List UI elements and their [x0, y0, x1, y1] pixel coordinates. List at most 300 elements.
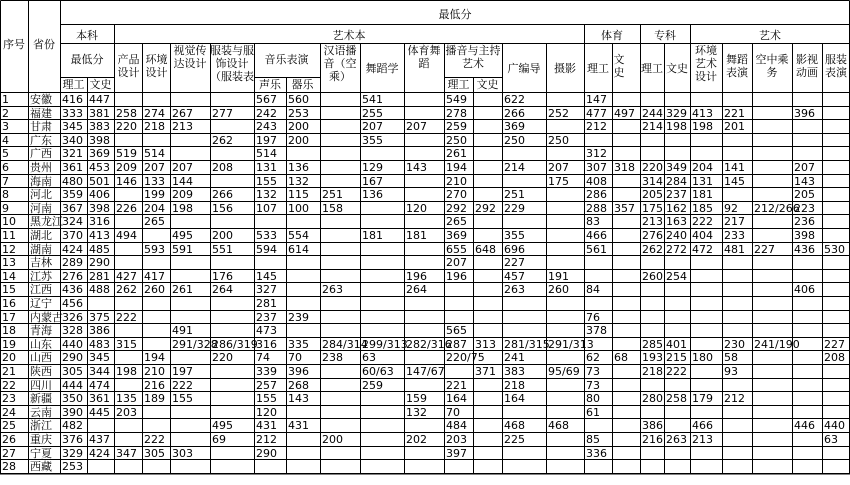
header-yshd: 影视动画: [796, 53, 818, 79]
score-cell: 209: [172, 188, 193, 202]
score-cell: 417: [144, 269, 165, 283]
score-cell: 189: [144, 392, 165, 406]
score-cell: 200: [322, 433, 343, 446]
score-cell: 286/319: [212, 337, 258, 351]
row-province: 内蒙古: [30, 310, 63, 324]
score-cell: 567: [256, 93, 277, 106]
score-cell: 495: [172, 229, 193, 242]
score-cell: 551: [212, 242, 233, 256]
header-yishuben: 艺术本: [332, 29, 366, 42]
score-cell: 361: [62, 161, 83, 174]
row-seq: 28: [2, 460, 16, 474]
score-cell: 655: [446, 242, 467, 256]
score-cell: 344: [89, 365, 110, 378]
score-cell: 431: [256, 419, 277, 433]
score-cell: 132: [288, 174, 309, 188]
score-cell: 357: [614, 201, 635, 215]
score-cell: 281/315: [504, 337, 550, 351]
score-cell: 282/316: [406, 337, 452, 351]
row-seq: 27: [2, 446, 16, 460]
score-cell: 483: [89, 337, 110, 351]
score-cell: 260: [642, 269, 663, 283]
score-cell: 218: [642, 365, 663, 378]
header-fuzhuang: 服装与服饰设计（服装表: [210, 44, 254, 83]
score-cell: 345: [89, 351, 110, 365]
score-cell: 285: [642, 337, 663, 351]
score-cell: 181: [692, 188, 713, 202]
score-cell: 259: [446, 120, 467, 134]
score-cell: 288: [586, 201, 607, 215]
header-boyin: 播音与主持艺术: [445, 44, 501, 70]
score-cell: 147/67: [406, 365, 445, 378]
header-ligong: 理工: [62, 78, 85, 91]
score-cell: 292: [475, 201, 496, 215]
score-cell: 396: [794, 106, 815, 120]
row-seq: 13: [2, 256, 16, 270]
row-seq: 12: [2, 242, 16, 256]
score-cell: 447: [89, 93, 110, 106]
score-cell: 225: [504, 433, 525, 446]
score-cell: 226: [116, 201, 137, 215]
score-cell: 141: [724, 161, 745, 174]
score-cell: 76: [586, 310, 600, 324]
score-cell: 227: [824, 337, 845, 351]
score-cell: 316: [256, 337, 277, 351]
header-shengyue: 声乐: [259, 78, 281, 91]
score-cell: 181: [406, 229, 427, 242]
score-cell: 203: [446, 433, 467, 446]
score-cell: 440: [62, 337, 83, 351]
score-cell: 307: [586, 161, 607, 174]
row-province: 吉林: [30, 256, 52, 270]
score-cell: 457: [504, 269, 525, 283]
score-cell: 477: [586, 106, 607, 120]
score-cell: 369: [89, 147, 110, 161]
score-cell: 404: [692, 229, 713, 242]
row-province: 广西: [30, 147, 52, 161]
score-cell: 376: [62, 433, 83, 446]
score-cell: 413: [692, 106, 713, 120]
score-cell: 371: [475, 365, 496, 378]
score-cell: 485: [89, 242, 110, 256]
score-cell: 361: [89, 392, 110, 406]
score-cell: 292: [446, 201, 467, 215]
score-cell: 133: [144, 174, 165, 188]
score-cell: 131: [256, 161, 277, 174]
score-cell: 240: [666, 229, 687, 242]
score-cell: 220: [116, 120, 137, 134]
score-cell: 205: [642, 188, 663, 202]
score-cell: 203: [116, 405, 137, 419]
score-cell: 136: [288, 161, 309, 174]
score-cell: 244: [642, 106, 663, 120]
row-seq: 2: [2, 106, 9, 120]
header-province: 省份: [33, 38, 55, 51]
header-guangbian: 广编导: [507, 62, 541, 75]
header-by-wenshi: 文史: [476, 78, 499, 91]
score-cell: 466: [586, 229, 607, 242]
row-seq: 7: [2, 174, 9, 188]
score-cell: 480: [62, 174, 83, 188]
score-cell: 277: [212, 106, 233, 120]
score-cell: 289: [62, 256, 83, 270]
score-cell: 198: [666, 120, 687, 134]
header-wenshi2: 文史: [666, 62, 688, 75]
score-cell: 444: [62, 378, 83, 392]
score-cell: 321: [62, 147, 83, 161]
score-cell: 251: [504, 188, 525, 202]
header-shijue: 视觉传达设计: [173, 44, 207, 70]
header-by-ligong: 理工: [447, 78, 470, 91]
score-cell: 220/75: [446, 351, 485, 365]
score-cell: 416: [62, 93, 83, 106]
row-province: 山西: [30, 351, 52, 365]
score-cell: 396: [288, 365, 309, 378]
score-cell: 209: [116, 161, 137, 174]
score-cell: 220: [212, 351, 233, 365]
score-cell: 514: [144, 147, 165, 161]
row-seq: 14: [2, 269, 16, 283]
score-cell: 318: [614, 161, 635, 174]
score-cell: 340: [62, 133, 83, 147]
score-cell: 263: [504, 283, 525, 297]
header-sheying: 摄影: [554, 62, 576, 75]
score-cell: 230: [724, 337, 745, 351]
header-huanjing: 环境设计: [145, 53, 168, 79]
score-cell: 222: [692, 215, 713, 229]
score-cell: 223: [794, 201, 815, 215]
score-cell: 100: [288, 201, 309, 215]
score-cell: 83: [586, 215, 600, 229]
score-cell: 233: [724, 229, 745, 242]
score-cell: 375: [89, 310, 110, 324]
score-cell: 453: [89, 161, 110, 174]
score-cell: 214: [642, 120, 663, 134]
row-seq: 26: [2, 433, 16, 446]
score-cell: 63: [362, 351, 376, 365]
score-cell: 299/313: [362, 337, 408, 351]
row-seq: 17: [2, 310, 16, 324]
header-zhuanke: 专科: [654, 29, 676, 42]
header-tiyuwudao: 体育舞蹈: [407, 44, 441, 70]
row-province: 宁夏: [30, 446, 52, 460]
score-cell: 207: [144, 161, 165, 174]
header-fzby: 服装表演: [825, 53, 847, 79]
score-cell: 272: [666, 242, 687, 256]
score-cell: 561: [586, 242, 607, 256]
score-cell: 136: [362, 188, 383, 202]
score-cell: 386: [642, 419, 663, 433]
score-cell: 436: [62, 283, 83, 297]
header-yishu: 艺术: [759, 29, 781, 42]
score-cell: 250: [446, 133, 467, 147]
score-cell: 349: [666, 161, 687, 174]
header-tiyu: 体育: [601, 29, 623, 42]
score-cell: 327: [256, 283, 277, 297]
score-cell: 265: [446, 215, 467, 229]
score-cell: 164: [446, 392, 467, 406]
score-cell: 267: [172, 106, 193, 120]
row-province: 西藏: [30, 460, 52, 474]
score-cell: 436: [794, 242, 815, 256]
score-cell: 291/328: [172, 337, 218, 351]
score-cell: 68: [614, 351, 628, 365]
score-cell: 207: [446, 256, 467, 270]
score-cell: 155: [172, 392, 193, 406]
score-cell: 163: [666, 215, 687, 229]
row-seq: 20: [2, 351, 16, 365]
score-cell: 155: [256, 174, 277, 188]
score-cell: 258: [116, 106, 137, 120]
score-cell: 347: [116, 446, 137, 460]
row-province: 陕西: [30, 365, 52, 378]
score-cell: 614: [288, 242, 309, 256]
score-cell: 167: [362, 174, 383, 188]
header-qiyue: 器乐: [291, 78, 314, 91]
score-cell: 355: [362, 133, 383, 147]
score-cell: 197: [256, 133, 277, 147]
score-cell: 370: [62, 229, 83, 242]
score-cell: 213: [642, 215, 663, 229]
score-cell: 398: [794, 229, 815, 242]
score-cell: 208: [212, 161, 233, 174]
score-cell: 284: [666, 174, 687, 188]
row-seq: 16: [2, 297, 16, 310]
row-seq: 4: [2, 133, 9, 147]
row-seq: 23: [2, 392, 16, 406]
score-cell: 120: [406, 201, 427, 215]
score-cell: 200: [288, 133, 309, 147]
score-cell: 227: [504, 256, 525, 270]
row-province: 江西: [30, 283, 52, 297]
score-cell: 155: [256, 392, 277, 406]
score-cell: 648: [475, 242, 496, 256]
score-cell: 369: [504, 120, 525, 134]
row-seq: 22: [2, 378, 16, 392]
score-cell: 313: [475, 337, 496, 351]
score-cell: 328: [62, 324, 83, 338]
score-cell: 466: [692, 419, 713, 433]
score-cell: 281: [256, 297, 277, 310]
score-cell: 198: [172, 201, 193, 215]
score-cell: 276: [62, 269, 83, 283]
score-cell: 132: [406, 405, 427, 419]
score-cell: 61: [586, 405, 600, 419]
header-wenshi1: 文史: [613, 53, 625, 79]
score-cell: 468: [548, 419, 569, 433]
score-cell: 591: [172, 242, 193, 256]
score-cell: 333: [62, 106, 83, 120]
score-cell: 164: [504, 392, 525, 406]
score-cell: 237: [256, 310, 277, 324]
header-ligong1: 理工: [587, 62, 609, 75]
score-cell: 303: [172, 446, 193, 460]
score-cell: 143: [288, 392, 309, 406]
score-cell: 257: [256, 378, 277, 392]
row-province: 湖南: [30, 242, 52, 256]
score-cell: 484: [446, 419, 467, 433]
row-province: 贵州: [30, 161, 52, 174]
score-cell: 264: [406, 283, 427, 297]
score-cell: 398: [89, 201, 110, 215]
score-cell: 390: [62, 405, 83, 419]
score-cell: 222: [144, 433, 165, 446]
score-cell: 424: [62, 242, 83, 256]
score-cell: 290: [89, 256, 110, 270]
score-cell: 199: [144, 188, 165, 202]
score-cell: 253: [62, 460, 83, 474]
score-cell: 378: [586, 324, 607, 338]
score-cell: 262: [116, 283, 137, 297]
score-cell: 207: [362, 120, 383, 134]
score-cell: 401: [666, 337, 687, 351]
row-seq: 11: [2, 229, 16, 242]
score-cell: 260: [144, 283, 165, 297]
row-province: 青海: [30, 324, 52, 338]
score-cell: 281: [89, 269, 110, 283]
score-cell: 383: [504, 365, 525, 378]
score-cell: 221: [446, 378, 467, 392]
score-cell: 431: [288, 419, 309, 433]
score-cell: 397: [446, 446, 467, 460]
score-cell: 80: [586, 392, 600, 406]
score-cell: 237: [666, 188, 687, 202]
score-cell: 406: [794, 283, 815, 297]
score-cell: 398: [89, 133, 110, 147]
score-cell: 314: [642, 174, 663, 188]
score-cell: 197: [172, 365, 193, 378]
score-cell: 145: [724, 174, 745, 188]
score-cell: 131: [692, 174, 713, 188]
row-seq: 5: [2, 147, 9, 161]
score-cell: 222: [666, 365, 687, 378]
score-cell: 212: [586, 120, 607, 134]
score-cell: 437: [89, 433, 110, 446]
score-cell: 70: [446, 405, 460, 419]
score-cell: 305: [144, 446, 165, 460]
score-cell: 251: [322, 188, 343, 202]
score-cell: 424: [89, 446, 110, 460]
score-cell: 350: [62, 392, 83, 406]
row-seq: 25: [2, 419, 16, 433]
score-cell: 481: [724, 242, 745, 256]
score-cell: 427: [116, 269, 137, 283]
score-cell: 408: [586, 174, 607, 188]
score-cell: 202: [406, 433, 427, 446]
score-cell: 593: [144, 242, 165, 256]
score-cell: 270: [446, 188, 467, 202]
score-cell: 196: [446, 269, 467, 283]
score-cell: 501: [89, 174, 110, 188]
header-yinyue: 音乐表演: [264, 53, 309, 66]
header-min-score: 最低分: [70, 53, 104, 66]
row-province: 四川: [30, 378, 52, 392]
score-cell: 284/314: [322, 337, 368, 351]
row-seq: 10: [2, 215, 16, 229]
row-province: 浙江: [30, 419, 52, 433]
score-cell: 253: [288, 106, 309, 120]
row-province: 河北: [30, 188, 52, 202]
score-cell: 440: [824, 419, 845, 433]
score-cell: 92: [724, 201, 738, 215]
header-wudao: 舞蹈学: [365, 62, 399, 75]
score-cell: 216: [144, 378, 165, 392]
score-cell: 472: [692, 242, 713, 256]
score-cell: 179: [692, 392, 713, 406]
score-cell: 261: [172, 283, 193, 297]
row-province: 甘肃: [30, 120, 52, 134]
score-cell: 180: [692, 351, 713, 365]
score-cell: 329: [62, 446, 83, 460]
score-cell: 324: [62, 215, 83, 229]
score-cell: 194: [446, 161, 467, 174]
score-cell: 255: [362, 106, 383, 120]
score-cell: 339: [256, 365, 277, 378]
score-cell: 74: [256, 351, 270, 365]
score-cell: 473: [256, 324, 277, 338]
header-hanyu: 汉语播音（空乘）: [323, 44, 357, 83]
score-cell: 208: [824, 351, 845, 365]
score-cell: 229: [504, 201, 525, 215]
score-cell: 290: [62, 351, 83, 365]
row-province: 山东: [30, 337, 52, 351]
score-cell: 181: [362, 229, 383, 242]
row-seq: 19: [2, 337, 16, 351]
score-cell: 213: [692, 433, 713, 446]
row-seq: 9: [2, 201, 9, 215]
score-cell: 312: [586, 147, 607, 161]
row-seq: 18: [2, 324, 16, 338]
score-cell: 383: [89, 120, 110, 134]
header-hjys: 环境艺术设计: [695, 44, 717, 83]
row-province: 海南: [30, 174, 52, 188]
score-cell: 212: [724, 392, 745, 406]
score-cell: 290: [256, 446, 277, 460]
header-seq: 序号: [3, 38, 25, 51]
score-cell: 268: [288, 378, 309, 392]
score-cell: 185: [692, 201, 713, 215]
score-cell: 93: [724, 365, 738, 378]
score-cell: 258: [666, 392, 687, 406]
score-cell: 210: [144, 365, 165, 378]
score-cell: 175: [548, 174, 569, 188]
row-province: 辽宁: [30, 297, 52, 310]
score-cell: 261: [446, 147, 467, 161]
score-cell: 316: [89, 215, 110, 229]
score-cell: 497: [614, 106, 635, 120]
score-cell: 216: [642, 433, 663, 446]
score-cell: 305: [62, 365, 83, 378]
score-cell: 355: [504, 229, 525, 242]
score-cell: 156: [212, 201, 233, 215]
score-cell: 69: [212, 433, 226, 446]
score-cell: 259: [362, 378, 383, 392]
score-cell: 238: [322, 351, 343, 365]
score-cell: 250: [504, 133, 525, 147]
score-cell: 144: [172, 174, 193, 188]
score-cell: 218: [504, 378, 525, 392]
score-cell: 146: [116, 174, 137, 188]
score-cell: 207: [548, 161, 569, 174]
score-cell: 242: [256, 106, 277, 120]
score-cell: 262: [212, 133, 233, 147]
score-cell: 162: [666, 201, 687, 215]
score-cell: 143: [794, 174, 815, 188]
header-chanpin: 产品设计: [117, 53, 140, 79]
score-cell: 243: [256, 120, 277, 134]
score-cell: 217: [724, 215, 745, 229]
score-cell: 495: [212, 419, 233, 433]
